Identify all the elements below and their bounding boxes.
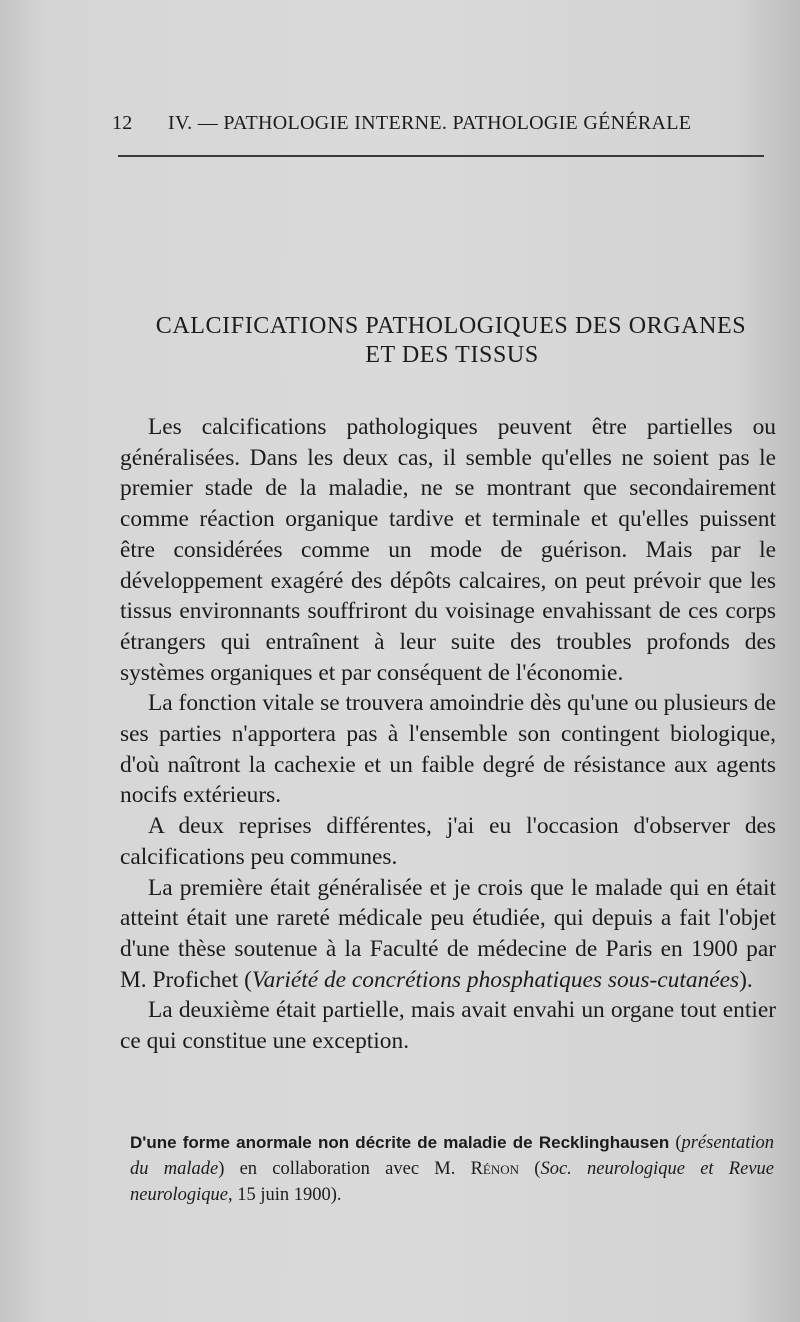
paragraph-2: La fonction vitale se trouvera amoindrie dès qu'une ou plusieurs de ses parties n'apportera pas à l'ensemble son contingent biologique, d'où naîtront la cachexie et un faible degré de résistance aux agents nocifs extérieurs. <box>120 690 776 809</box>
paragraph-4-start: La première était généralisée et je crois que le malade qui en était atteint était une rareté médicale peu étudiée, qui depuis a fait l'objet d'une thèse soutenue à la Faculté de médecine de Paris en 1900 par M. Profichet ( <box>120 874 776 993</box>
bibliographic-reference <box>130 1130 774 1208</box>
header-rule <box>118 155 764 157</box>
paragraph-4-end: ). <box>739 966 753 993</box>
paragraph-5: La deuxième était partielle, mais avait envahi un organe tout entier ce qui constitue une exception. <box>120 997 776 1055</box>
thesis-title: Variété de concrétions phosphatiques sous-cutanées <box>251 966 740 993</box>
section-title-line-2: ET DES TISSUS <box>365 342 539 368</box>
reference-journal: Soc. neurologique et Revue neurologique <box>130 1159 774 1205</box>
running-header <box>112 112 724 135</box>
body-text <box>120 412 776 1057</box>
reference-author: Rénon <box>470 1159 520 1179</box>
reference-mid: ) en collaboration avec M. <box>218 1159 471 1179</box>
reference-paren-2: ( <box>519 1159 541 1179</box>
paragraph-3: A deux reprises différentes, j'ai eu l'occasion d'observer des calcifications peu communes. <box>120 813 776 870</box>
paragraph-4 <box>120 873 776 996</box>
paragraph-1: Les calcifications pathologiques peuvent être partielles ou généralisées. Dans les deux cas, il semble qu'elles ne soient pas le premier stade de la maladie, ne se montrant que secondairement comme réaction organique tardive et terminale et qu'elles puissent être considérées comme un mode de guérison. Mais par le développement exagéré des dépôts calcaires, on peut prévoir que les tissus environnants souffriront du voisinage envahissant de ces corps étrangers qui entraînent à leur suite des troubles profonds des systèmes organiques et par conséquent de l'économie. <box>120 414 776 686</box>
reference-paren-open: ( <box>669 1133 682 1153</box>
section-title-line-1: CALCIFICATIONS PATHOLOGIQUES DES ORGANES <box>155 313 747 339</box>
running-title: IV. — PATHOLOGIE INTERNE. PATHOLOGIE GÉNÉRALE <box>168 112 692 134</box>
reference-end: , 15 juin 1900). <box>227 1185 342 1205</box>
reference-italic-1: présentation du malade <box>130 1133 774 1179</box>
page-number: 12 <box>112 112 133 134</box>
reference-title: D'une forme anormale non décrite de maladie de Recklinghausen <box>130 1133 670 1152</box>
